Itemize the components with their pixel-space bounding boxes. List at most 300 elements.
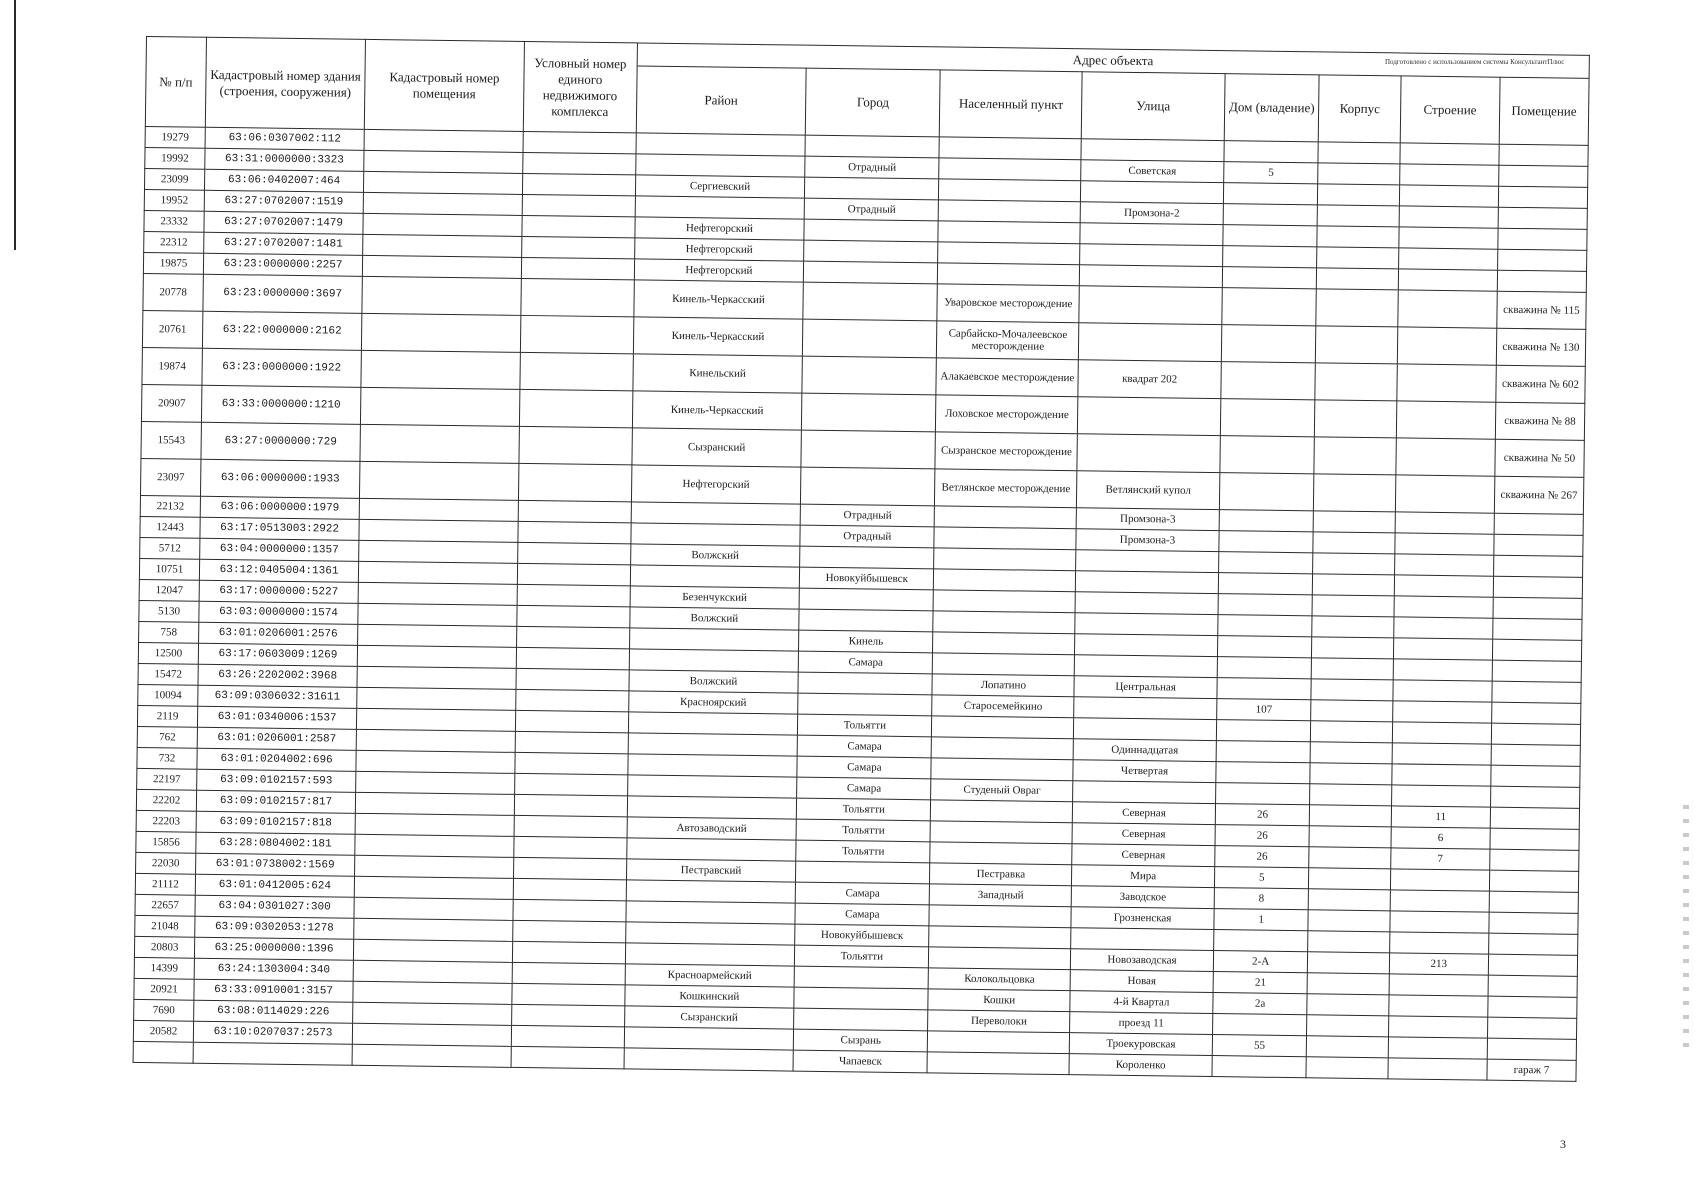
cell-premise xyxy=(358,624,517,647)
cell-locality: Старосемейкино xyxy=(932,695,1074,718)
cell-building: 63:26:2202002:3968 xyxy=(198,664,357,687)
cell-street xyxy=(1079,265,1222,288)
cell-korpus xyxy=(1317,268,1399,290)
cell-complex xyxy=(519,426,632,464)
cell-house xyxy=(1216,741,1311,763)
cell-city xyxy=(803,282,938,321)
cell-district: Пестравский xyxy=(626,859,796,882)
cell-district: Кинель-Черкасский xyxy=(633,280,803,319)
cell-num: 20921 xyxy=(134,978,194,1000)
cell-city xyxy=(794,966,928,989)
cell-locality xyxy=(928,1031,1070,1054)
cell-stroenie xyxy=(1389,1016,1488,1038)
cell-complex xyxy=(517,605,630,627)
cell-city: Самара xyxy=(798,651,932,674)
cell-locality: Уваровское месторождение xyxy=(937,284,1079,323)
cell-room xyxy=(1498,228,1588,250)
cell-city xyxy=(805,177,939,200)
cell-korpus xyxy=(1314,474,1396,512)
cell-premise xyxy=(359,461,518,500)
cell-korpus xyxy=(1308,952,1390,974)
cell-house: 5 xyxy=(1214,867,1309,889)
cell-street xyxy=(1075,634,1218,657)
cell-building: 63:22:0000000:2162 xyxy=(203,311,362,350)
cell-room xyxy=(1488,933,1578,955)
cell-stroenie xyxy=(1395,554,1494,576)
cell-city: Самара xyxy=(797,777,931,800)
cell-street: Северная xyxy=(1072,844,1215,867)
cell-stroenie xyxy=(1392,743,1491,765)
cell-locality xyxy=(939,200,1081,223)
cell-premise xyxy=(363,213,522,236)
cell-locality: Лоховское месторождение xyxy=(936,395,1078,434)
cell-building: 63:09:0102157:818 xyxy=(196,811,355,834)
cell-korpus xyxy=(1313,553,1395,575)
cell-num: 21048 xyxy=(135,915,195,937)
cell-building: 63:10:0207037:2573 xyxy=(193,1021,352,1044)
cell-street: Заводское xyxy=(1071,886,1214,909)
cell-premise xyxy=(358,603,517,626)
cell-stroenie xyxy=(1388,1058,1487,1080)
cell-num: 5130 xyxy=(139,600,199,622)
cell-premise xyxy=(354,918,513,941)
cell-room xyxy=(1492,660,1582,682)
cell-room: скважина № 602 xyxy=(1496,365,1586,403)
cell-street: Новая xyxy=(1070,970,1213,993)
cell-locality xyxy=(931,800,1073,823)
cell-complex xyxy=(512,962,625,984)
cell-room xyxy=(1492,639,1582,661)
cell-house xyxy=(1217,636,1312,658)
cell-premise xyxy=(352,1044,511,1067)
cell-premise xyxy=(364,150,523,173)
cell-korpus xyxy=(1316,326,1398,364)
cell-korpus xyxy=(1308,910,1390,932)
cell-district: Сызранский xyxy=(632,428,802,467)
cell-premise xyxy=(361,350,520,389)
cell-room: скважина № 88 xyxy=(1495,402,1585,440)
cell-district xyxy=(625,943,795,966)
cell-complex xyxy=(515,752,628,774)
page-number: 3 xyxy=(1560,1137,1566,1151)
cell-complex xyxy=(512,941,625,963)
cell-building: 63:23:0000000:2257 xyxy=(203,253,362,276)
cell-locality: Лопатино xyxy=(932,674,1074,697)
cell-stroenie xyxy=(1399,206,1498,228)
cell-house: 26 xyxy=(1215,846,1310,868)
cell-premise xyxy=(359,540,518,563)
cell-stroenie xyxy=(1393,638,1492,660)
cell-korpus xyxy=(1311,721,1393,743)
cell-room xyxy=(1498,186,1588,208)
cell-complex xyxy=(521,257,634,279)
cell-complex xyxy=(523,152,636,174)
cell-korpus xyxy=(1309,868,1391,890)
cell-korpus xyxy=(1315,363,1397,401)
cell-building: 63:08:0114029:226 xyxy=(194,1000,353,1023)
cell-room xyxy=(1493,576,1583,598)
cell-city: Новокуйбышевск xyxy=(795,924,929,947)
cell-premise xyxy=(356,771,515,794)
header-num: № п/п xyxy=(145,37,206,128)
cell-stroenie xyxy=(1396,438,1495,476)
cell-stroenie xyxy=(1393,680,1492,702)
cell-premise xyxy=(352,1023,511,1046)
cell-stroenie xyxy=(1393,701,1492,723)
cell-premise xyxy=(356,708,515,731)
cell-district: Кинель-Черкасский xyxy=(632,391,802,430)
cell-district: Нефтегорский xyxy=(634,259,804,282)
cell-street xyxy=(1074,718,1217,741)
cell-premise xyxy=(359,519,518,542)
cell-district: Кинельский xyxy=(633,354,803,393)
cell-house xyxy=(1219,473,1314,511)
cell-locality xyxy=(934,527,1076,550)
cell-house xyxy=(1222,267,1317,289)
cell-korpus xyxy=(1312,658,1394,680)
cell-city: Чапаевск xyxy=(793,1050,927,1073)
cell-district xyxy=(624,1027,794,1050)
cell-complex xyxy=(512,983,625,1005)
cell-city: Тольятти xyxy=(796,840,930,863)
cell-city xyxy=(794,987,928,1010)
cell-district: Нефтегорский xyxy=(631,465,801,504)
cell-stroenie xyxy=(1398,290,1497,328)
cell-num: 19952 xyxy=(144,189,204,211)
cell-num: 12500 xyxy=(138,642,198,664)
cell-room xyxy=(1494,513,1584,535)
cell-premise xyxy=(355,834,514,857)
cell-room xyxy=(1493,597,1583,619)
cell-num xyxy=(133,1041,193,1063)
cell-city: Отрадный xyxy=(805,156,939,179)
cell-num: 20582 xyxy=(133,1020,193,1042)
cell-house xyxy=(1217,678,1312,700)
cell-house: 107 xyxy=(1217,699,1312,721)
cell-street: квадрат 202 xyxy=(1078,360,1221,399)
cell-num: 22132 xyxy=(140,495,200,517)
header-room: Помещение xyxy=(1499,77,1589,145)
cell-complex xyxy=(522,215,635,237)
cell-locality xyxy=(934,548,1076,571)
cell-complex xyxy=(518,500,631,522)
cell-district xyxy=(625,922,795,945)
cell-premise xyxy=(353,1002,512,1025)
cell-num: 15543 xyxy=(141,421,202,459)
cell-premise xyxy=(355,792,514,815)
cell-district xyxy=(628,733,798,756)
header-locality: Населенный пункт xyxy=(940,70,1083,139)
cell-locality xyxy=(933,632,1075,655)
cell-house xyxy=(1218,594,1313,616)
cell-building: 63:01:0206001:2576 xyxy=(199,622,358,645)
cell-num: 7690 xyxy=(134,999,194,1021)
cell-city xyxy=(802,393,937,432)
cell-complex xyxy=(518,542,631,564)
cell-premise xyxy=(358,582,517,605)
cell-locality: Алакаевское месторождение xyxy=(936,358,1078,397)
cell-room xyxy=(1488,954,1578,976)
cell-city xyxy=(799,609,933,632)
cell-building: 63:27:0702007:1479 xyxy=(204,211,363,234)
cell-num: 19992 xyxy=(145,147,205,169)
cell-room: скважина № 130 xyxy=(1496,328,1586,366)
cell-stroenie xyxy=(1394,596,1493,618)
cell-korpus xyxy=(1308,931,1390,953)
cell-house xyxy=(1214,930,1309,952)
cell-premise xyxy=(356,750,515,773)
cell-locality xyxy=(930,842,1072,865)
cell-building: 63:04:0000000:1357 xyxy=(200,538,359,561)
cell-building: 63:23:0000000:1922 xyxy=(202,348,361,387)
cell-building: 63:31:0000000:3323 xyxy=(205,148,364,171)
cell-korpus xyxy=(1312,637,1394,659)
header-premise-cadastral: Кадастровый номер помещения xyxy=(364,39,524,131)
cell-complex xyxy=(515,731,628,753)
cell-city: Тольятти xyxy=(795,945,929,968)
cell-stroenie xyxy=(1397,364,1496,402)
cell-district xyxy=(624,1048,794,1071)
cell-premise xyxy=(353,939,512,962)
cell-stroenie xyxy=(1394,617,1493,639)
cell-street xyxy=(1080,223,1223,246)
cell-korpus xyxy=(1318,142,1400,164)
cell-room xyxy=(1497,249,1587,271)
cell-premise xyxy=(357,687,516,710)
cell-city: Самара xyxy=(797,735,931,758)
cell-district: Сергиевский xyxy=(635,175,805,198)
cell-locality xyxy=(929,905,1071,928)
cell-room xyxy=(1493,555,1583,577)
cell-district xyxy=(626,880,796,903)
cell-room xyxy=(1492,681,1582,703)
cell-premise xyxy=(362,276,521,315)
cell-korpus xyxy=(1306,1057,1388,1079)
cell-district xyxy=(630,565,800,588)
cell-complex xyxy=(522,194,635,216)
cell-premise xyxy=(361,313,520,352)
cell-korpus xyxy=(1317,226,1399,248)
cell-locality xyxy=(927,1052,1069,1075)
cell-num: 12047 xyxy=(139,579,199,601)
cell-house: 8 xyxy=(1214,888,1309,910)
cell-num: 22202 xyxy=(136,789,196,811)
cell-building: 63:17:0513003:2922 xyxy=(200,517,359,540)
cell-stroenie xyxy=(1394,575,1493,597)
cell-district: Волжский xyxy=(629,670,799,693)
header-city: Город xyxy=(805,68,940,137)
cell-street: Северная xyxy=(1072,823,1215,846)
cell-premise xyxy=(357,645,516,668)
cell-city xyxy=(801,467,936,506)
cell-house xyxy=(1216,762,1311,784)
cell-house xyxy=(1223,183,1318,205)
cell-locality xyxy=(938,263,1080,286)
cell-num: 22312 xyxy=(144,231,204,253)
cell-district xyxy=(635,196,805,219)
header-building-cadastral: Кадастровый номер здания (строения, сооружения) xyxy=(205,37,365,129)
cell-building: 63:01:0204002:696 xyxy=(197,748,356,771)
cell-stroenie xyxy=(1392,764,1491,786)
cell-house: 26 xyxy=(1215,825,1310,847)
cell-house xyxy=(1212,1056,1307,1078)
cell-num: 15472 xyxy=(138,663,198,685)
cell-room xyxy=(1494,534,1584,556)
scan-edge-line xyxy=(14,0,16,250)
cell-complex xyxy=(514,773,627,795)
cell-locality xyxy=(938,242,1080,265)
cell-stroenie xyxy=(1399,185,1498,207)
cell-stroenie: 7 xyxy=(1391,848,1490,870)
cell-street: Мира xyxy=(1072,865,1215,888)
cell-house xyxy=(1216,720,1311,742)
cell-city: Отрадный xyxy=(800,525,934,548)
cell-street xyxy=(1078,397,1221,436)
cell-building: 63:09:0302053:1278 xyxy=(195,916,354,939)
cell-premise xyxy=(357,666,516,689)
cell-num: 22657 xyxy=(135,894,195,916)
cell-house xyxy=(1223,246,1318,268)
cell-district: Безенчукский xyxy=(630,586,800,609)
cell-complex xyxy=(511,1004,624,1026)
cell-korpus xyxy=(1310,763,1392,785)
cell-building: 63:06:0307002:112 xyxy=(205,127,364,150)
cell-city: Тольятти xyxy=(798,714,932,737)
cell-stroenie xyxy=(1392,785,1491,807)
cell-num: 21112 xyxy=(135,873,195,895)
cell-stroenie xyxy=(1390,869,1489,891)
cell-building: 63:27:0000000:729 xyxy=(201,422,360,461)
cell-locality: Сызранское месторождение xyxy=(935,432,1077,471)
cell-stroenie xyxy=(1396,401,1495,439)
cell-stroenie xyxy=(1399,248,1498,270)
cell-room xyxy=(1492,618,1582,640)
header-district: Район xyxy=(636,66,806,135)
cell-house xyxy=(1220,436,1315,474)
cell-stroenie xyxy=(1390,911,1489,933)
cell-district: Красноармейский xyxy=(625,964,795,987)
cell-room: гараж 7 xyxy=(1487,1059,1577,1081)
cell-complex xyxy=(511,1046,624,1068)
cell-room xyxy=(1490,786,1580,808)
cell-locality: Колокольцовка xyxy=(929,968,1071,991)
cell-city xyxy=(796,861,930,884)
cell-house xyxy=(1217,657,1312,679)
cell-korpus xyxy=(1314,437,1396,475)
cell-premise xyxy=(363,171,522,194)
cell-num: 732 xyxy=(137,747,197,769)
cell-street: Одиннадцатая xyxy=(1073,739,1216,762)
cell-num: 20761 xyxy=(142,310,203,348)
cell-num: 23332 xyxy=(144,210,204,232)
cell-room xyxy=(1498,207,1588,229)
cell-city xyxy=(798,693,932,716)
cell-premise xyxy=(353,960,512,983)
cell-city xyxy=(798,672,932,695)
cell-building: 63:01:0738002:1569 xyxy=(196,853,355,876)
cell-building: 63:04:0301027:300 xyxy=(195,895,354,918)
cell-room xyxy=(1488,975,1578,997)
cell-district: Нефтегорский xyxy=(635,217,805,240)
cell-room xyxy=(1499,144,1589,166)
cell-room xyxy=(1491,702,1581,724)
header-address: Адрес объекта xyxy=(637,43,1590,78)
cell-house xyxy=(1215,783,1310,805)
cell-num: 22203 xyxy=(136,810,196,832)
cell-complex xyxy=(513,878,626,900)
cell-street: Северная xyxy=(1072,802,1215,825)
cell-room xyxy=(1491,723,1581,745)
cell-complex xyxy=(518,521,631,543)
cell-district: Кошкинский xyxy=(624,985,794,1008)
cell-premise xyxy=(359,498,518,521)
cell-house xyxy=(1223,204,1318,226)
cell-locality xyxy=(930,821,1072,844)
cell-num: 23099 xyxy=(144,168,204,190)
cell-district xyxy=(627,796,797,819)
table-body xyxy=(133,126,1588,1081)
cell-premise xyxy=(354,876,513,899)
cell-city: Самара xyxy=(795,882,929,905)
cell-street xyxy=(1081,181,1224,204)
cell-street xyxy=(1077,434,1220,473)
cell-stroenie xyxy=(1395,533,1494,555)
cell-num: 23097 xyxy=(140,458,201,496)
cell-city xyxy=(800,546,934,569)
cell-stroenie xyxy=(1392,722,1491,744)
cell-stroenie xyxy=(1400,164,1499,186)
cell-room xyxy=(1491,744,1581,766)
cell-num: 20907 xyxy=(141,384,202,422)
cell-city xyxy=(803,319,938,358)
cell-district xyxy=(629,649,799,672)
cell-building: 63:33:0910001:3157 xyxy=(194,979,353,1002)
cell-city: Отрадный xyxy=(804,198,938,221)
cell-korpus xyxy=(1318,184,1400,206)
cell-street: Промзона-3 xyxy=(1076,508,1219,531)
cell-korpus xyxy=(1312,595,1394,617)
cell-num: 762 xyxy=(137,726,197,748)
cell-stroenie xyxy=(1395,512,1494,534)
cell-district: Нефтегорский xyxy=(634,238,804,261)
cell-complex xyxy=(514,815,627,837)
cell-stroenie xyxy=(1390,932,1489,954)
cell-locality xyxy=(929,926,1071,949)
cell-room xyxy=(1491,765,1581,787)
cell-premise xyxy=(363,192,522,215)
cell-locality xyxy=(939,137,1081,160)
cell-house: 55 xyxy=(1212,1035,1307,1057)
registry-table xyxy=(133,36,1590,1082)
cell-locality xyxy=(933,611,1075,634)
cell-korpus xyxy=(1307,994,1389,1016)
cell-street: Промзона-2 xyxy=(1080,202,1223,225)
cell-complex xyxy=(517,563,630,585)
cell-city xyxy=(799,588,933,611)
cell-complex xyxy=(522,173,635,195)
cell-stroenie xyxy=(1389,974,1488,996)
cell-district: Кинель-Черкасский xyxy=(633,317,803,356)
cell-city: Новокуйбышевск xyxy=(800,567,934,590)
cell-num: 20803 xyxy=(134,936,194,958)
cell-korpus xyxy=(1311,700,1393,722)
cell-num: 14399 xyxy=(134,957,194,979)
cell-room xyxy=(1490,828,1580,850)
cell-street: Ветлянский купол xyxy=(1077,471,1220,510)
cell-korpus xyxy=(1309,889,1391,911)
cell-korpus xyxy=(1316,289,1398,327)
cell-korpus xyxy=(1309,826,1391,848)
